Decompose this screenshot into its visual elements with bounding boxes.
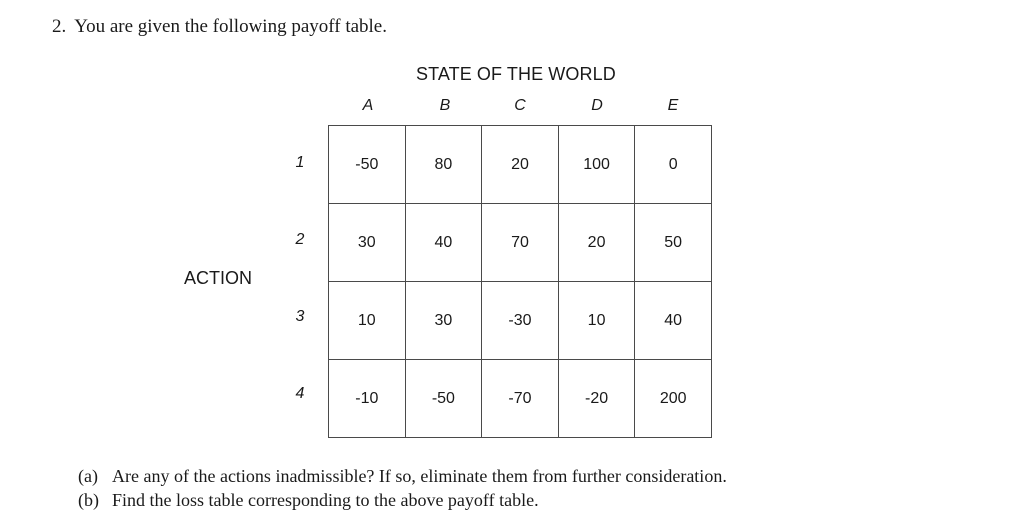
- action-header-2: 2: [295, 231, 305, 248]
- payoff-cell: 30: [329, 204, 406, 282]
- state-header-d: D: [591, 97, 603, 114]
- payoff-cell: 20: [482, 126, 559, 204]
- action-header-4: 4: [295, 385, 305, 402]
- state-of-world-title: STATE OF THE WORLD: [416, 64, 616, 84]
- payoff-cell: -30: [482, 282, 559, 360]
- payoff-cell: 200: [635, 360, 712, 438]
- payoff-cell: 10: [558, 282, 635, 360]
- part-b-text: Find the loss table corresponding to the above payoff table.: [112, 490, 539, 510]
- action-label: ACTION: [184, 268, 253, 288]
- payoff-cell: 10: [329, 282, 406, 360]
- table-row: [329, 282, 712, 360]
- part-b-tag: (b): [78, 490, 99, 510]
- problem-statement: [52, 16, 387, 38]
- table-row: [329, 204, 712, 282]
- state-header-c: C: [514, 97, 526, 114]
- payoff-cell: 20: [558, 204, 635, 282]
- payoff-table: [328, 125, 712, 438]
- payoff-cell: -20: [558, 360, 635, 438]
- payoff-cell: 40: [635, 282, 712, 360]
- payoff-cell: 30: [405, 282, 482, 360]
- payoff-cell: 70: [482, 204, 559, 282]
- payoff-cell: -10: [329, 360, 406, 438]
- payoff-cell: 100: [558, 126, 635, 204]
- payoff-cell: 0: [635, 126, 712, 204]
- problem-text: You are given the following payoff table.: [74, 16, 387, 37]
- question-part-b: [78, 490, 539, 511]
- state-header-e: E: [667, 97, 679, 114]
- payoff-cell: -50: [329, 126, 406, 204]
- payoff-cell: -70: [482, 360, 559, 438]
- state-header-a: A: [362, 97, 374, 114]
- payoff-cell: 50: [635, 204, 712, 282]
- table-row: [329, 126, 712, 204]
- problem-number: 2.: [52, 16, 67, 37]
- state-header-b: B: [439, 97, 451, 114]
- payoff-cell: 80: [405, 126, 482, 204]
- payoff-cell: -50: [405, 360, 482, 438]
- part-a-text: Are any of the actions inadmissible? If so, eliminate them from further consideration.: [112, 466, 727, 486]
- payoff-cell: 40: [405, 204, 482, 282]
- table-row: [329, 360, 712, 438]
- question-part-a: [78, 466, 727, 487]
- part-a-tag: (a): [78, 466, 98, 486]
- action-header-1: 1: [295, 154, 305, 171]
- action-header-3: 3: [295, 308, 305, 325]
